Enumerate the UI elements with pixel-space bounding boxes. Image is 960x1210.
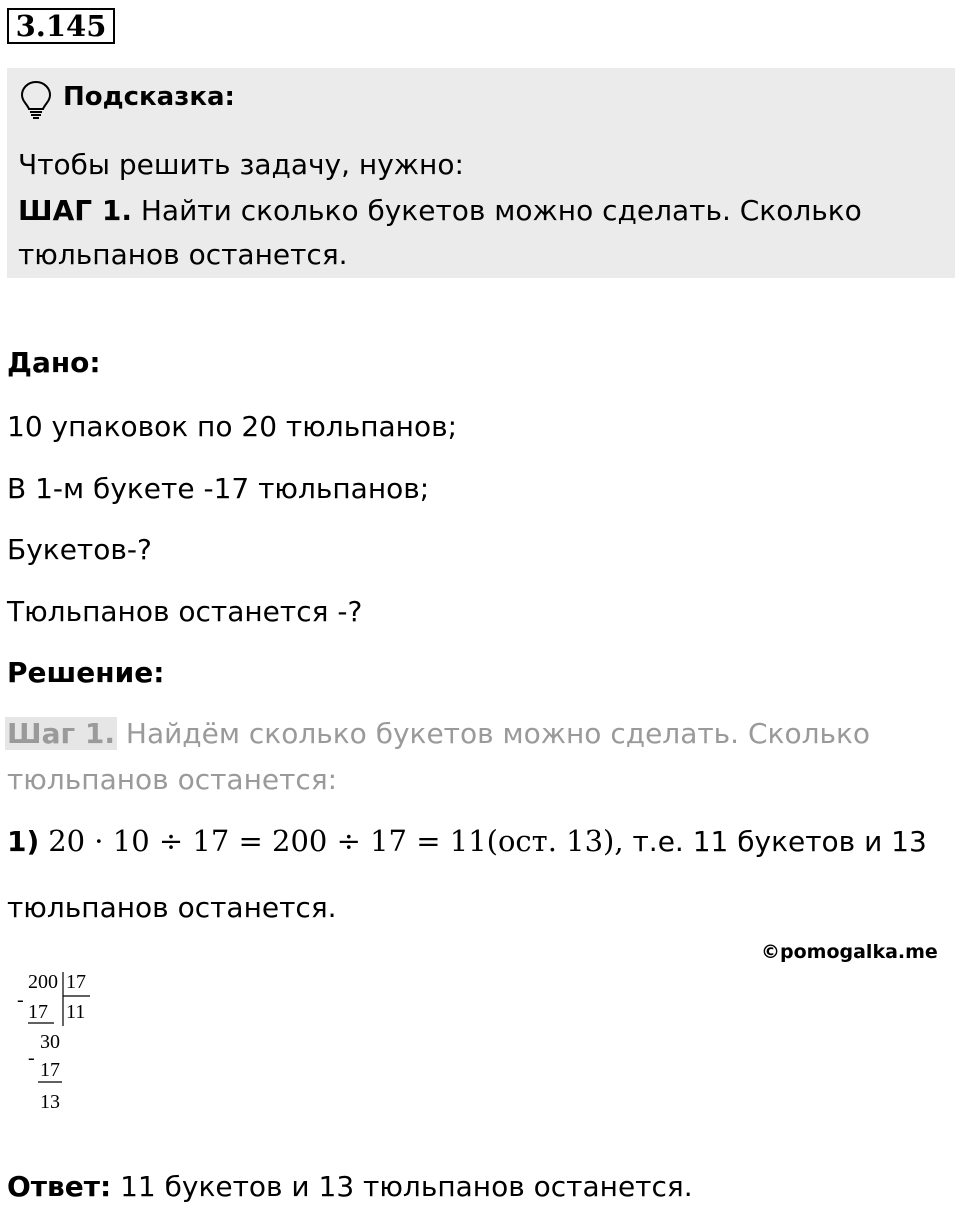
- hint-box: [7, 68, 955, 278]
- long-division: [14, 966, 124, 1116]
- ld-quotient: 11: [66, 1001, 86, 1023]
- given-title: Дано:: [7, 346, 101, 379]
- answer-line: [7, 1170, 693, 1204]
- solution-formula-tail: т.е. 11 букетов и 13: [632, 825, 927, 858]
- ld-partial: 30: [40, 1031, 60, 1053]
- solution-formula-line: [7, 824, 927, 859]
- answer-label: Ответ:: [7, 1170, 112, 1203]
- ld-sub1: 17: [28, 1001, 48, 1023]
- copyright: ©pomogalka.me: [761, 941, 938, 963]
- solution-step-label: Шаг 1.: [7, 717, 115, 750]
- solution-step-text-2: тюльпанов останется:: [7, 763, 338, 796]
- hint-step-text: Найти сколько букетов можно сделать. Сколько: [140, 194, 862, 227]
- solution-title: Решение:: [7, 656, 165, 689]
- ld-remainder: 13: [40, 1091, 60, 1113]
- given-item: Букетов-?: [7, 533, 152, 566]
- hint-step-text-2: тюльпанов останется.: [18, 238, 348, 271]
- given-item: В 1-м букете -17 тюльпанов;: [7, 472, 430, 505]
- ld-sub2: 17: [40, 1059, 60, 1081]
- problem-number: 3.145: [7, 8, 115, 44]
- solution-formula-line-2: тюльпанов останется.: [7, 891, 337, 924]
- solution-step: [5, 717, 870, 751]
- given-item: 10 упаковок по 20 тюльпанов;: [7, 410, 458, 443]
- ld-minus: -: [17, 989, 24, 1011]
- solution-formula: 20 · 10 ÷ 17 = 200 ÷ 17 = 11(ост. 13),: [48, 824, 624, 858]
- ld-divisor: 17: [66, 971, 86, 993]
- ld-dividend: 200: [28, 971, 58, 993]
- hint-step: [18, 194, 862, 228]
- hint-title: Подсказка:: [63, 82, 235, 112]
- solution-item-label: 1): [7, 825, 40, 858]
- given-item: Тюльпанов останется -?: [7, 595, 363, 628]
- answer-text: 11 букетов и 13 тюльпанов останется.: [120, 1170, 693, 1203]
- solution-step-text: Найдём сколько букетов можно сделать. Сколько: [125, 717, 871, 750]
- hint-step-label: ШАГ 1.: [18, 194, 132, 227]
- hint-intro: Чтобы решить задачу, нужно:: [18, 148, 464, 181]
- lightbulb-icon: [19, 80, 53, 120]
- ld-minus: -: [28, 1047, 35, 1069]
